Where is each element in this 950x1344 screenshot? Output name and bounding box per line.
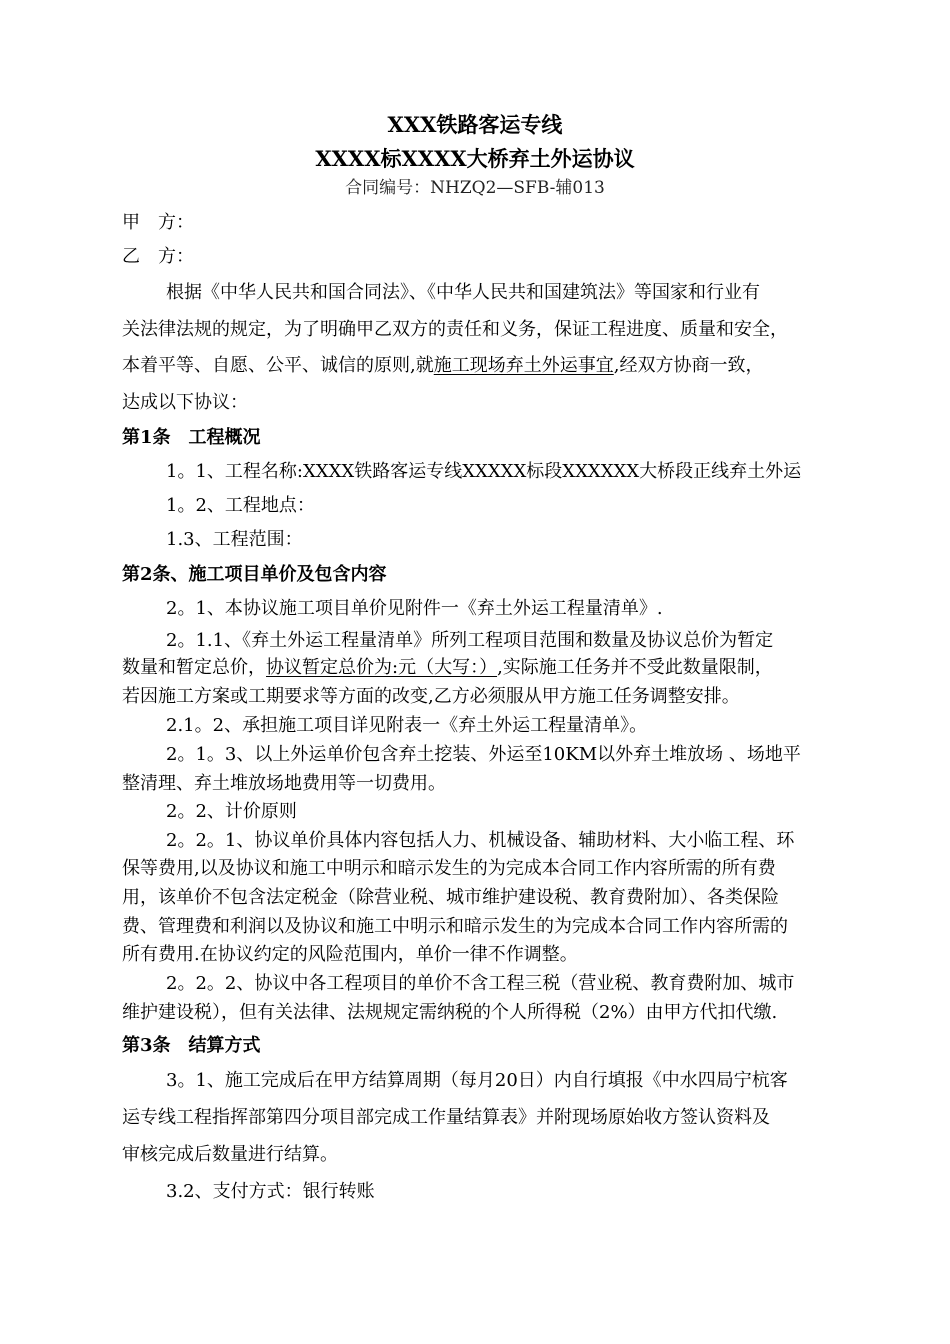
article-2-text: ,实际施工任务并不受此数量限制，	[497, 657, 773, 678]
article-2-line: 2。2、计价原则	[166, 801, 297, 822]
article-2-line: 2.1。2、承担施工项目详见附表一《弃土外运工程量清单》。	[166, 715, 648, 736]
article-1-item: 1。1、工程名称:XXXX铁路客运专线XXXXX标段XXXXXX大桥段正线弃土外运	[166, 461, 802, 482]
underlined-subject: 施工现场弃土外运事宜	[433, 355, 614, 376]
intro-line: 关法律法规的规定，为了明确甲乙双方的责任和义务，保证工程进度、质量和安全，	[122, 319, 788, 340]
article-2-line: 费、管理费和利润以及协议和施工中明示和暗示发生的为完成本合同工作内容所需的	[122, 916, 788, 937]
article-2-line: 2。1。3、以上外运单价包含弃土挖装、外运至10KM以外弃土堆放场 、场地平	[166, 744, 801, 765]
article-2-line: 用，该单价不包含法定税金（除营业税、城市维护建设税、教育费附加）、各类保险	[122, 887, 779, 908]
intro-line: 根据《中华人民共和国合同法》、《中华人民共和国建筑法》等国家和行业有	[166, 282, 760, 303]
article-2-line: 若因施工方案或工期要求等方面的改变,乙方必须服从甲方施工任务调整安排。	[122, 686, 740, 707]
underlined-total-price: 协议暂定总价为:元（大写：）	[266, 657, 498, 678]
contract-number: 合同编号：NHZQ2—SFB-辅013	[345, 178, 605, 198]
article-2-line: 保等费用,以及协议和施工中明示和暗示发生的为完成本合同工作内容所需的所有费	[122, 858, 776, 879]
article-2-text: 数量和暂定总价，	[122, 657, 266, 678]
article-2-line: 整清理、弃土堆放场地费用等一切费用。	[122, 773, 446, 794]
article-3-line: 运专线工程指挥部第四分项目部完成工作量结算表》并附现场原始收方签认资料及	[122, 1107, 770, 1128]
intro-line	[122, 357, 763, 375]
article-3-heading: 第3条 结算方式	[122, 1035, 261, 1056]
article-2-line: 2。2。1、协议单价具体内容包括人力、机械设备、辅助材料、大小临工程、环	[166, 830, 795, 851]
document-title: XXX铁路客运专线	[387, 112, 563, 137]
article-1-item: 1。2、工程地点：	[166, 495, 315, 516]
article-3-line: 审核完成后数量进行结算。	[122, 1144, 338, 1165]
article-2-line: 所有费用.在协议约定的风险范围内，单价一律不作调整。	[122, 944, 578, 965]
article-1-heading: 第1条 工程概况	[122, 427, 261, 448]
article-3-line: 3。1、施工完成后在甲方结算周期（每月20日）内自行填报《中水四局宁杭客	[166, 1070, 788, 1091]
document-subtitle: XXXX标XXXX大桥弃土外运协议	[315, 146, 635, 171]
article-2-line: 2。2。2、协议中各工程项目的单价不含工程三税（营业税、教育费附加、城市	[166, 973, 795, 994]
article-3-line: 3.2、支付方式：银行转账	[166, 1181, 375, 1202]
article-2-line: 维护建设税），但有关法律、法规规定需纳税的个人所得税（2%）由甲方代扣代缴.	[122, 1002, 778, 1023]
party-a-label: 甲 方：	[122, 212, 194, 233]
article-2-line: 2。1、本协议施工项目单价见附件一《弃土外运工程量清单》.	[166, 598, 663, 619]
party-b-label: 乙 方：	[122, 246, 194, 267]
article-2-heading: 第2条、施工项目单价及包含内容	[122, 564, 387, 585]
article-2-line	[122, 659, 773, 677]
article-1-item: 1.3、工程范围：	[166, 529, 303, 550]
intro-line: 达成以下协议：	[122, 392, 248, 413]
intro-text: 本着平等、自愿、公平、诚信的原则,就	[122, 355, 434, 376]
article-2-line: 2。1.1、《弃土外运工程量清单》所列工程项目范围和数量及协议总价为暂定	[166, 630, 774, 651]
intro-text: ,经双方协商一致，	[613, 355, 764, 376]
